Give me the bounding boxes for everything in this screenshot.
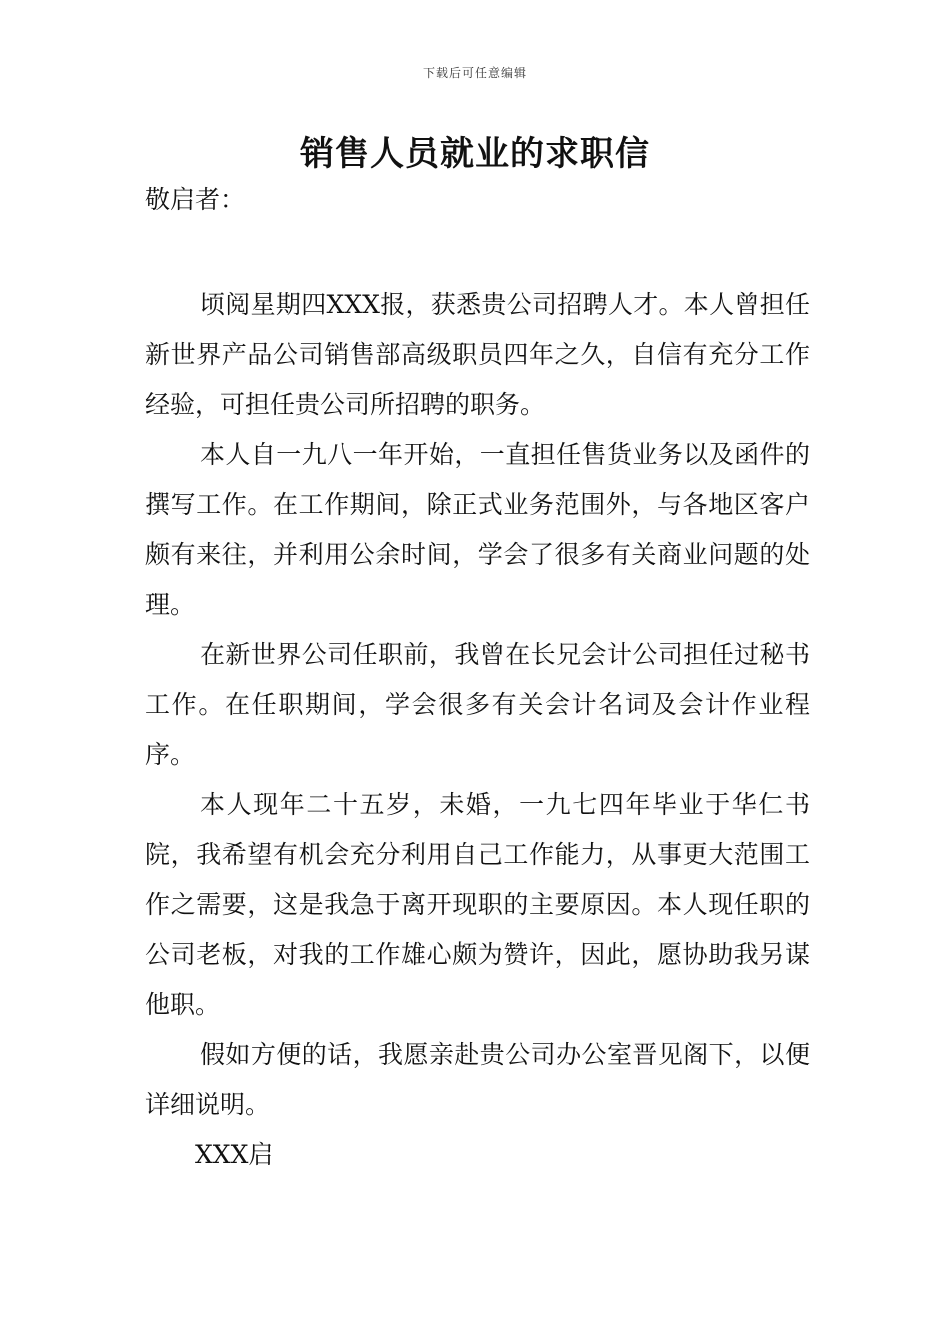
paragraph-4: 本人现年二十五岁，未婚，一九七四年毕业于华仁书院，我希望有机会充分利用自己工作能力，从事更大范围工作之需要，这是我急于离开现职的主要原因。本人现任职的公司老板，对我的工作雄心颇为赞许，因此，愿协助我另谋他职。 (145, 790, 810, 1019)
paragraph-5: 假如方便的话，我愿亲赴贵公司办公室晋见阁下，以便详细说明。 (145, 1040, 810, 1119)
paragraph-1: 顷阅星期四XXX报，获悉贵公司招聘人才。本人曾担任新世界产品公司销售部高级职员四年之久，自信有充分工作经验，可担任贵公司所招聘的职务。 (145, 290, 810, 419)
letter-body (145, 280, 810, 1180)
paragraph-3: 在新世界公司任职前，我曾在长兄会计公司担任过秘书工作。在任职期间，学会很多有关会计名词及会计作业程序。 (145, 640, 810, 769)
signature: XXX启 (195, 1140, 274, 1169)
header-note: 下载后可任意编辑 (422, 66, 527, 80)
salutation: 敬启者： (145, 185, 246, 214)
paragraph-2: 本人自一九八一年开始，一直担任售货业务以及函件的撰写工作。在工作期间，除正式业务范围外，与各地区客户颇有来往，并利用公余时间，学会了很多有关商业问题的处理。 (145, 440, 810, 619)
letter-title: 销售人员就业的求职信 (300, 134, 650, 174)
